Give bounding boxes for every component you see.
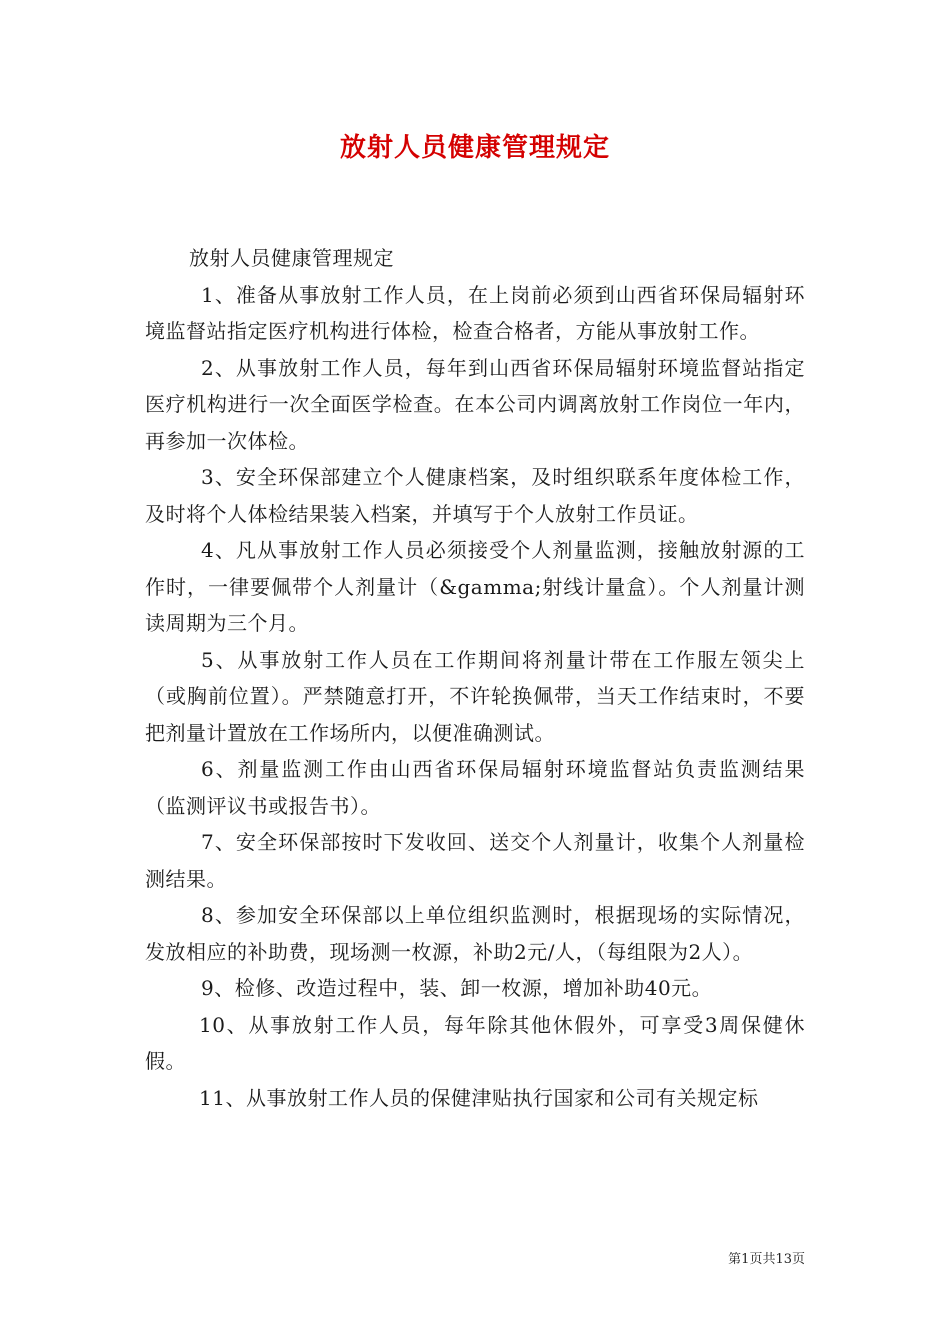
paragraph-1: 1、准备从事放射工作人员，在上岗前必须到山西省环保局辐射环境监督站指定医疗机构进行体检，检查合格者，方能从事放射工作。 bbox=[145, 282, 805, 343]
document-body bbox=[145, 240, 805, 1116]
page-number-footer: 第1页共13页 bbox=[728, 1252, 805, 1267]
paragraph-8: 8、参加安全环保部以上单位组织监测时，根据现场的实际情况，发放相应的补助费，现场测一枚源，补助2元/人，（每组限为2人）。 bbox=[145, 903, 805, 964]
paragraph-11: 11、从事放射工作人员的保健津贴执行国家和公司有关规定标 bbox=[199, 1085, 759, 1110]
paragraph-7: 7、安全环保部按时下发收回、送交个人剂量计，收集个人剂量检测结果。 bbox=[145, 830, 805, 891]
paragraph-10: 10、从事放射工作人员，每年除其他休假外，可享受3周保健休假。 bbox=[145, 1012, 805, 1073]
paragraph-2: 2、从事放射工作人员，每年到山西省环保局辐射环境监督站指定医疗机构进行一次全面医学检查。在本公司内调离放射工作岗位一年内，再参加一次体检。 bbox=[145, 355, 805, 453]
paragraph-4: 4、凡从事放射工作人员必须接受个人剂量监测，接触放射源的工作时，一律要佩带个人剂量计（&gamma;射线计量盒）。个人剂量计测读周期为三个月。 bbox=[145, 538, 805, 635]
paragraph-6: 6、剂量监测工作由山西省环保局辐射环境监督站负责监测结果（监测评议书或报告书）。 bbox=[145, 757, 805, 818]
document-subtitle: 放射人员健康管理规定 bbox=[189, 246, 394, 270]
paragraph-3: 3、安全环保部建立个人健康档案，及时组织联系年度体检工作，及时将个人体检结果装入档案，并填写于个人放射工作员证。 bbox=[145, 465, 805, 526]
page-title: 放射人员健康管理规定 bbox=[339, 133, 610, 163]
paragraph-5: 5、从事放射工作人员在工作期间将剂量计带在工作服左领尖上（或胸前位置）。严禁随意打开，不许轮换佩带，当天工作结束时，不要把剂量计置放在工作场所内，以便准确测试。 bbox=[145, 647, 805, 745]
paragraph-9: 9、检修、改造过程中，装、卸一枚源，增加补助40元。 bbox=[201, 976, 713, 1000]
